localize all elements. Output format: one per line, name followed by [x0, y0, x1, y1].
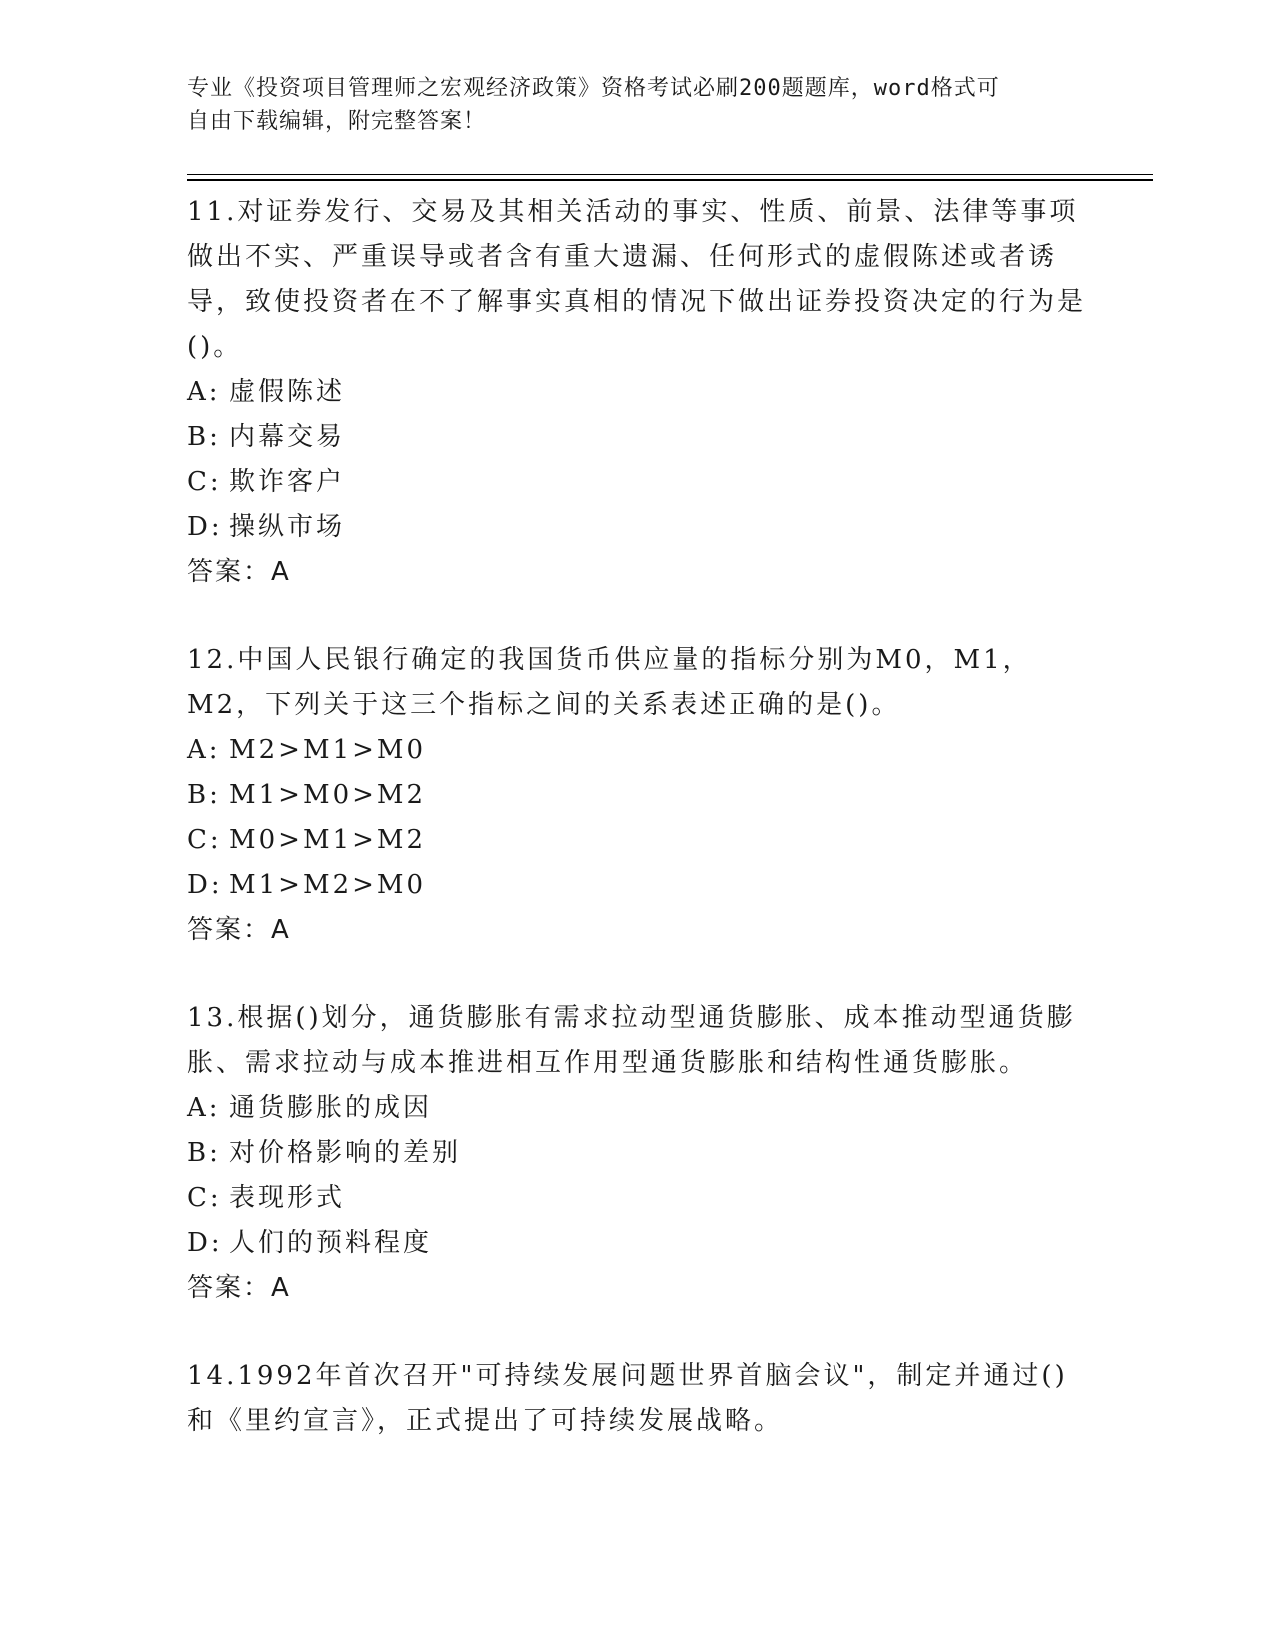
option-d	[187, 505, 1087, 550]
option-text: 表现形式	[229, 1183, 346, 1213]
option-letter: B:	[187, 422, 221, 452]
option-text: M0>M1>M2	[229, 825, 427, 855]
option-d	[187, 1221, 1087, 1266]
option-a	[187, 370, 1087, 415]
question-stem: 13.根据()划分，通货膨胀有需求拉动型通货膨胀、成本推动型通货膨胀、需求拉动与成本推进相互作用型通货膨胀和结构性通货膨胀。	[187, 1003, 1076, 1078]
option-text: M1>M2>M0	[229, 870, 427, 900]
option-text: 内幕交易	[229, 422, 346, 452]
document-header	[187, 72, 1087, 138]
question-14	[187, 1354, 1087, 1444]
option-b	[187, 1131, 1087, 1176]
option-c	[187, 1176, 1087, 1221]
header-divider-thin	[187, 174, 1153, 175]
question-list	[187, 190, 1087, 1487]
option-b	[187, 415, 1087, 460]
option-text: M1>M0>M2	[229, 780, 427, 810]
option-text: 虚假陈述	[229, 377, 346, 407]
option-c	[187, 460, 1087, 505]
option-a	[187, 728, 1087, 773]
option-a	[187, 1086, 1087, 1131]
option-letter: C:	[187, 825, 222, 855]
option-letter: D:	[187, 1228, 223, 1258]
header-line-1: 专业《投资项目管理师之宏观经济政策》资格考试必刷200题题库，word格式可	[187, 76, 1000, 101]
option-d	[187, 863, 1087, 908]
question-13	[187, 996, 1087, 1311]
option-letter: C:	[187, 1183, 222, 1213]
answer-line: 答案：A	[187, 915, 291, 945]
header-line-2: 自由下载编辑，附完整答案！	[187, 109, 487, 134]
question-12	[187, 638, 1087, 953]
option-text: 通货膨胀的成因	[229, 1093, 433, 1123]
option-text: 操纵市场	[229, 512, 346, 542]
question-11	[187, 190, 1087, 595]
question-stem: 11.对证券发行、交易及其相关活动的事实、性质、前景、法律等事项做出不实、严重误导或者含有重大遗漏、任何形式的虚假陈述或者诱导，致使投资者在不了解事实真相的情况下做出证券投资决定的行为是()。	[187, 197, 1087, 362]
header-divider-thick	[187, 179, 1153, 181]
option-text: 对价格影响的差别	[229, 1138, 462, 1168]
option-text: 欺诈客户	[229, 467, 346, 497]
question-stem: 12.中国人民银行确定的我国货币供应量的指标分别为M0，M1，M2，下列关于这三个指标之间的关系表述正确的是()。	[187, 645, 1032, 720]
option-letter: D:	[187, 870, 223, 900]
option-letter: B:	[187, 1138, 221, 1168]
option-b	[187, 773, 1087, 818]
option-letter: A:	[187, 735, 221, 765]
option-c	[187, 818, 1087, 863]
answer-line: 答案：A	[187, 557, 291, 587]
answer-line: 答案：A	[187, 1273, 291, 1303]
option-letter: A:	[187, 1093, 221, 1123]
option-text: 人们的预料程度	[229, 1228, 433, 1258]
option-letter: A:	[187, 377, 221, 407]
option-text: M2>M1>M0	[229, 735, 427, 765]
option-letter: B:	[187, 780, 221, 810]
question-stem: 14.1992年首次召开"可持续发展问题世界首脑会议"，制定并通过()和《里约宣言》，正式提出了可持续发展战略。	[187, 1361, 1068, 1436]
option-letter: D:	[187, 512, 223, 542]
option-letter: C:	[187, 467, 222, 497]
